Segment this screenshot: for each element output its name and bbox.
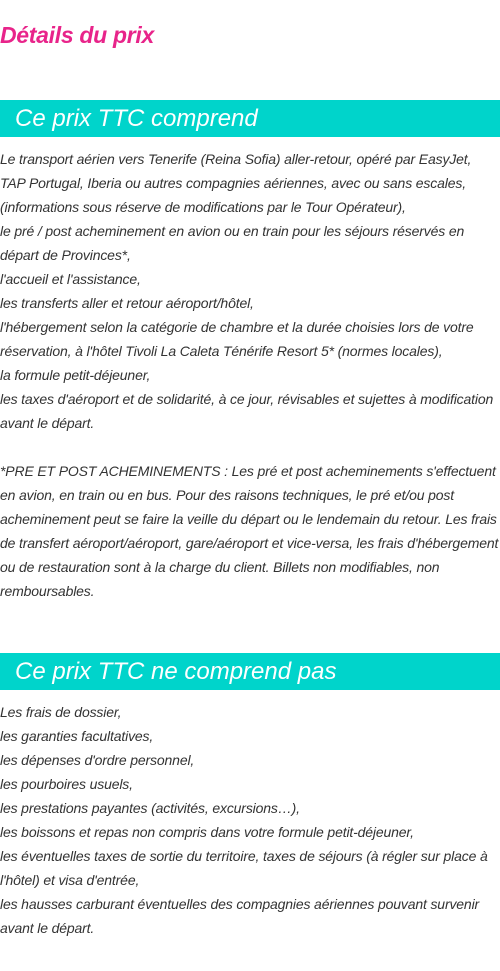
- includes-heading: Ce prix TTC comprend: [15, 105, 258, 132]
- includes-item-transport: Le transport aérien vers Tenerife (Reina Sofia) aller-retour, opéré par EasyJet, TAP Portugal, Iberia ou autres compagnies aériennes, avec ou sans escales, (informations sous réserve de modifications par le Tour Opérateur),: [0, 151, 472, 215]
- excludes-list: [0, 700, 500, 940]
- excludes-item-fees: Les frais de dossier,: [0, 704, 122, 720]
- excludes-item-fuel: les hausses carburant éventuelles des compagnies aériennes pouvant survenir avant le départ.: [0, 896, 480, 936]
- excludes-item-guarantees: les garanties facultatives,: [0, 728, 154, 744]
- includes-section-header: [0, 100, 500, 137]
- includes-list: [0, 147, 500, 435]
- excludes-item-paid-services: les prestations payantes (activités, excursions…),: [0, 800, 300, 816]
- excludes-heading: Ce prix TTC ne comprend pas: [15, 658, 337, 685]
- includes-item-welcome: l'accueil et l'assistance,: [0, 271, 141, 287]
- includes-item-taxes: les taxes d'aéroport et de solidarité, à ce jour, révisables et sujettes à modification avant le départ.: [0, 391, 494, 431]
- includes-item-accommodation: l'hébergement selon la catégorie de chambre et la durée choisies lors de votre réservation, à l'hôtel Tivoli La Caleta Ténérife Resort 5* (normes locales),: [0, 319, 474, 359]
- excludes-item-exit-taxes: les éventuelles taxes de sortie du territoire, taxes de séjours (à régler sur place à l'hôtel) et visa d'entrée,: [0, 848, 488, 888]
- excludes-section-header: [0, 653, 500, 690]
- includes-note-text: *PRE ET POST ACHEMINEMENTS : Les pré et post acheminements s'effectuent en avion, en train ou en bus. Pour des raisons techniques, le pré et/ou post acheminement peut se faire la veille du départ ou le lendemain du retour. Les frais de transfert aéroport/aéroport, gare/aéroport et vice-versa, les frais d'hébergement ou de restauration sont à la charge du client. Billets non modifiables, non remboursables.: [0, 463, 499, 599]
- includes-item-transfers: les transferts aller et retour aéroport/hôtel,: [0, 295, 254, 311]
- excludes-item-tips: les pourboires usuels,: [0, 776, 133, 792]
- includes-item-breakfast: la formule petit-déjeuner,: [0, 367, 151, 383]
- page-title: Détails du prix: [0, 22, 154, 48]
- includes-note: [0, 459, 500, 603]
- excludes-item-personal: les dépenses d'ordre personnel,: [0, 752, 195, 768]
- includes-item-pre-post: le pré / post acheminement en avion ou en train pour les séjours réservés en départ de Provinces*,: [0, 223, 465, 263]
- excludes-item-drinks: les boissons et repas non compris dans votre formule petit-déjeuner,: [0, 824, 414, 840]
